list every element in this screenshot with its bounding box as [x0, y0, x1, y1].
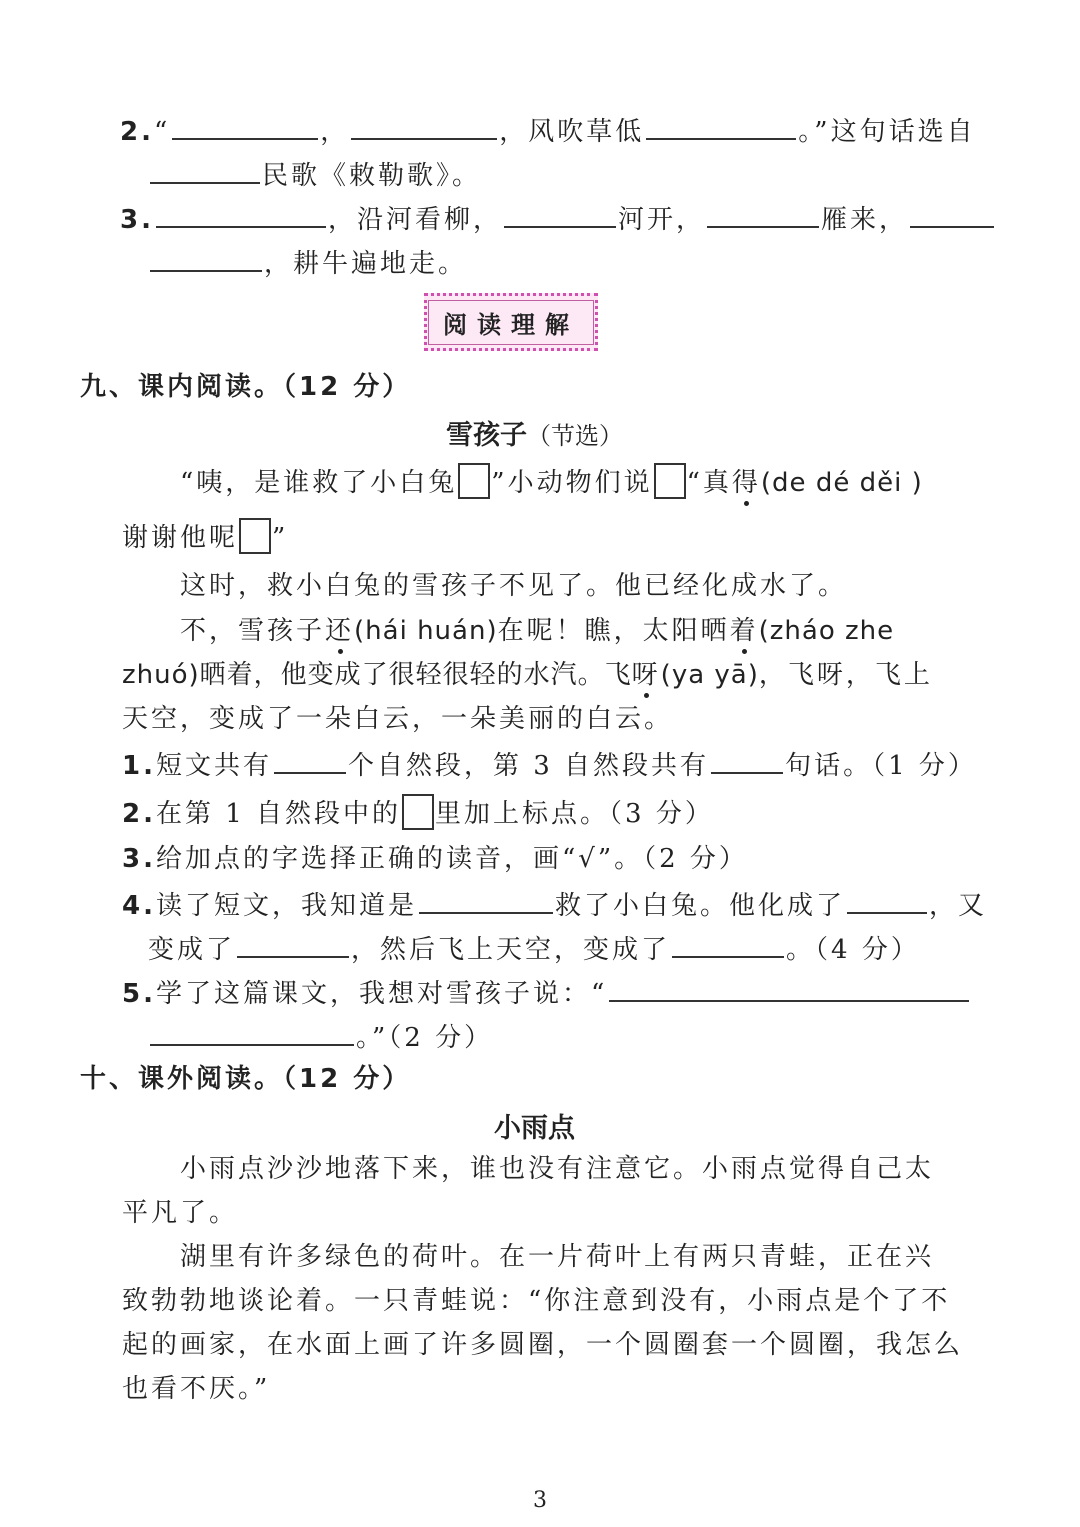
answer-blank[interactable]: [646, 112, 796, 140]
story2-paragraph-2-line2: 致勃勃地谈论着。一只青蛙说：“你注意到没有，小雨点是个了不: [122, 1286, 951, 1316]
punctuation-box[interactable]: [458, 463, 490, 499]
punctuation-box: [402, 794, 434, 830]
story-paragraph-1: “咦，是谁救了小白兔 ”小动物们说 “真得(de dé děi ): [180, 463, 923, 500]
reading-question-4: 4.读了短文，我知道是 救了小白兔。他化成了 ，又: [122, 886, 987, 923]
fill-question-3: 3. ，沿河看柳， 河开， 雁来，: [120, 200, 996, 237]
question-number: 3.: [120, 205, 154, 235]
answer-blank[interactable]: [672, 930, 784, 958]
question-number: 2.: [120, 117, 154, 147]
story-paragraph-3: 不，雪孩子还(hái huán)在呢！瞧，太阳晒着(zháo zhe: [180, 616, 895, 646]
reading-question-3: 3.给加点的字选择正确的读音，画“√”。（2 分）: [122, 844, 748, 874]
section-9-heading: 九、课内阅读。（12 分）: [80, 372, 412, 402]
answer-blank[interactable]: [150, 156, 260, 184]
answer-blank[interactable]: [847, 886, 927, 914]
answer-blank[interactable]: [504, 200, 616, 228]
punctuation-box[interactable]: [654, 463, 686, 499]
story2-paragraph-2: 湖里有许多绿色的荷叶。在一片荷叶上有两只青蛙，正在兴: [180, 1242, 935, 1272]
reading-comprehension-banner: [424, 293, 598, 351]
answer-blank[interactable]: [150, 244, 262, 272]
story-title-little-raindrop: 小雨点: [494, 1113, 575, 1144]
answer-blank[interactable]: [910, 200, 994, 228]
answer-blank[interactable]: [156, 200, 326, 228]
answer-blank[interactable]: [707, 200, 819, 228]
answer-blank[interactable]: [274, 746, 346, 774]
story-title-snow-child: 雪孩子（节选）: [446, 420, 623, 451]
fill-question-3-line2: ，耕牛遍地走。: [148, 244, 467, 281]
answer-blank[interactable]: [237, 930, 349, 958]
reading-question-5-line2: 。”（2 分）: [148, 1018, 493, 1055]
reading-question-4-line2: 变成了 ，然后飞上天空，变成了 。（4 分）: [148, 930, 920, 967]
reading-question-1: 1.短文共有 个自然段，第 3 自然段共有 句话。（1 分）: [122, 746, 977, 783]
answer-blank[interactable]: [609, 974, 969, 1002]
page-number: 3: [533, 1488, 547, 1513]
story-paragraph-3-line2: zhuó)晒着，他变成了很轻很轻的水汽。飞呀(ya yā)，飞呀，飞上: [122, 660, 933, 690]
punctuation-box[interactable]: [239, 518, 271, 554]
answer-blank[interactable]: [419, 886, 553, 914]
section-10-heading: 十、课外阅读。（12 分）: [80, 1064, 412, 1094]
story2-paragraph-1: 小雨点沙沙地落下来，谁也没有注意它。小雨点觉得自己太: [180, 1154, 935, 1184]
story2-paragraph-2-line3: 起的画家，在水面上画了许多圆圈，一个圆圈套一个圆圈，我怎么: [122, 1330, 964, 1360]
story-paragraph-2: 这时，救小白兔的雪孩子不见了。他已经化成水了。: [180, 571, 848, 601]
fill-question-2-line2: 民歌《敕勒歌》。: [148, 156, 481, 193]
story2-paragraph-2-line4: 也看不厌。”: [122, 1374, 271, 1404]
banner-text: 阅读理解: [428, 300, 594, 345]
fill-question-2: 2.“ ， ，风吹草低 。”这句话选自: [120, 112, 976, 149]
story2-paragraph-1-line2: 平凡了。: [122, 1198, 239, 1228]
answer-blank[interactable]: [172, 112, 318, 140]
answer-blank[interactable]: [150, 1018, 354, 1046]
answer-blank[interactable]: [711, 746, 783, 774]
answer-blank[interactable]: [351, 112, 497, 140]
reading-question-2: 2.在第 1 自然段中的 里加上标点。（3 分）: [122, 794, 714, 831]
story-paragraph-3-line3: 天空，变成了一朵白云，一朵美丽的白云。: [122, 704, 674, 734]
story-paragraph-1-line2: 谢谢他呢 ”: [122, 518, 288, 555]
reading-question-5: 5.学了这篇课文，我想对雪孩子说：“: [122, 974, 971, 1011]
